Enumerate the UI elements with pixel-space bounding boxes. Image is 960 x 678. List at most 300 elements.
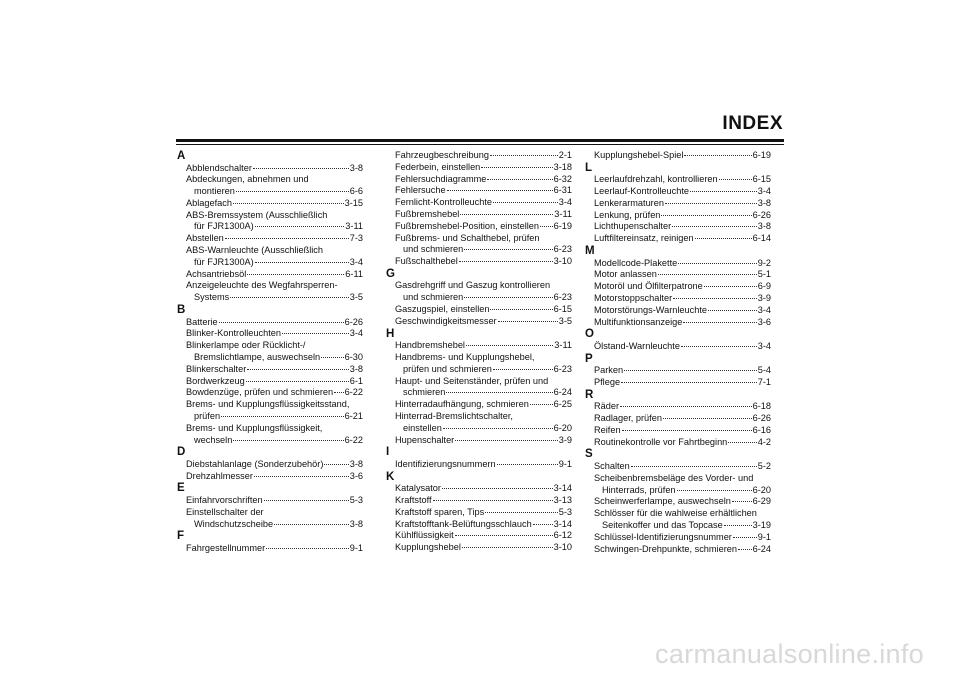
index-entry bbox=[177, 435, 363, 447]
index-entry bbox=[585, 496, 771, 508]
index-entry-page: 6-26 bbox=[344, 316, 363, 327]
dot-leader bbox=[246, 381, 349, 382]
index-entry-page: 3-4 bbox=[349, 256, 363, 267]
dot-leader bbox=[233, 440, 343, 441]
index-entry-text: Haupt- und Seitenständer, prüfen und bbox=[395, 375, 549, 386]
index-entry-label: Räder bbox=[594, 401, 620, 412]
index-entry-label: Motor anlassen bbox=[594, 269, 657, 280]
dot-leader bbox=[498, 321, 558, 322]
dot-leader bbox=[236, 191, 349, 192]
index-entry-label: Bowdenzüge, prüfen und schmieren bbox=[186, 387, 334, 398]
index-entry-label: Seitenkoffer und das Topcase bbox=[602, 519, 723, 530]
index-entry bbox=[386, 483, 572, 495]
index-entry bbox=[177, 257, 363, 269]
dot-leader bbox=[695, 238, 752, 239]
index-entry-page: 3-8 bbox=[757, 221, 771, 232]
header-rule-thick bbox=[176, 139, 784, 142]
index-entry-page: 3-10 bbox=[553, 542, 572, 553]
index-entry bbox=[585, 281, 771, 293]
index-entry-label: Fußschalthebel bbox=[395, 256, 458, 267]
index-entry-label: für FJR1300A) bbox=[194, 221, 254, 232]
dot-leader bbox=[497, 464, 558, 465]
index-entry-page: 9-1 bbox=[757, 531, 771, 542]
index-entry-page: 5-4 bbox=[757, 365, 771, 376]
dot-leader bbox=[663, 418, 752, 419]
index-entry bbox=[585, 401, 771, 413]
index-entry bbox=[585, 532, 771, 544]
index-entry-label: einstellen bbox=[403, 422, 442, 433]
index-entry-label: Drehzahlmesser bbox=[186, 470, 253, 481]
index-entry-page: 3-19 bbox=[752, 519, 771, 530]
index-entry bbox=[386, 221, 572, 233]
dot-leader bbox=[487, 179, 552, 180]
index-entry-page: 2-1 bbox=[558, 150, 572, 160]
index-entry bbox=[386, 519, 572, 531]
index-entry-text: Anzeigeleuchte des Wegfahrsperren- bbox=[186, 280, 338, 291]
index-entry-label: schmieren bbox=[403, 387, 446, 398]
dot-leader bbox=[447, 190, 553, 191]
index-entry-label: Einfahrvorschriften bbox=[186, 494, 263, 505]
index-entry bbox=[386, 435, 572, 447]
index-entry bbox=[386, 387, 572, 399]
index-entry bbox=[585, 317, 771, 329]
index-entry-label: prüfen und schmieren bbox=[403, 363, 492, 374]
index-entry-label: Motorstoppschalter bbox=[594, 292, 673, 303]
index-entry-page: 6-23 bbox=[553, 292, 572, 303]
index-entry-label: Fußbremshebel bbox=[395, 208, 460, 219]
dot-leader bbox=[255, 226, 345, 227]
index-entry bbox=[177, 495, 363, 507]
index-entry bbox=[585, 377, 771, 389]
watermark: carmanualsonline.info bbox=[655, 639, 924, 669]
index-entry-page: 3-4 bbox=[757, 340, 771, 351]
section-letter: G bbox=[386, 267, 395, 280]
dot-leader bbox=[334, 392, 344, 393]
index-entry bbox=[585, 461, 771, 473]
index-entry-page: 6-24 bbox=[553, 387, 572, 398]
index-entry bbox=[386, 507, 572, 519]
index-entry-page: 3-4 bbox=[349, 328, 363, 339]
index-entry bbox=[386, 304, 572, 316]
index-entry-label: Schalten bbox=[594, 460, 630, 471]
dot-leader bbox=[493, 369, 553, 370]
index-entry-page: 6-20 bbox=[752, 484, 771, 495]
index-entry-page: 3-14 bbox=[553, 518, 572, 529]
index-entry-page: 6-20 bbox=[553, 422, 572, 433]
index-entry bbox=[585, 150, 771, 162]
index-entry bbox=[177, 387, 363, 399]
index-entry bbox=[386, 316, 572, 328]
index-entry bbox=[386, 150, 572, 162]
index-entry-page: 3-6 bbox=[757, 316, 771, 327]
index-entry-label: Luftfiltereinsatz, reinigen bbox=[594, 233, 694, 244]
dot-leader bbox=[704, 286, 757, 287]
dot-leader bbox=[490, 155, 558, 156]
index-entry bbox=[386, 423, 572, 435]
dot-leader bbox=[733, 537, 757, 538]
index-entry-label: prüfen bbox=[194, 410, 221, 421]
dot-leader bbox=[728, 442, 756, 443]
index-entry-label: Leerlaufdrehzahl, kontrollieren bbox=[594, 174, 718, 185]
dot-leader bbox=[282, 333, 349, 334]
index-entry bbox=[177, 186, 363, 198]
index-entry-label: Leerlauf-Kontrolleuchte bbox=[594, 186, 689, 197]
dot-leader bbox=[464, 249, 552, 250]
section-letter: M bbox=[585, 245, 595, 258]
index-entry-page: 6-24 bbox=[752, 543, 771, 554]
index-entry bbox=[177, 163, 363, 175]
index-entry bbox=[386, 292, 572, 304]
index-entry bbox=[585, 437, 771, 449]
index-entry-page: 9-2 bbox=[757, 257, 771, 268]
index-entry bbox=[585, 258, 771, 270]
dot-leader bbox=[460, 214, 553, 215]
index-entry-label: Fernlicht-Kontrolleuchte bbox=[395, 197, 493, 208]
dot-leader bbox=[255, 262, 349, 263]
page-title: INDEX bbox=[722, 113, 783, 134]
index-entry-page: 6-18 bbox=[752, 401, 771, 412]
index-entry-label: Hupenschalter bbox=[395, 434, 455, 445]
dot-leader bbox=[466, 345, 553, 346]
index-entry-label: Systems bbox=[194, 292, 230, 303]
index-entry bbox=[585, 233, 771, 245]
index-entry-page: 6-32 bbox=[553, 173, 572, 184]
dot-leader bbox=[530, 404, 553, 405]
dot-leader bbox=[253, 168, 349, 169]
index-entry-label: Achsantriebsöl bbox=[186, 268, 247, 279]
index-entry bbox=[585, 520, 771, 532]
index-entry-label: Fehlersuche bbox=[395, 185, 446, 196]
index-entry-page: 6-25 bbox=[553, 399, 572, 410]
index-entry-page: 3-14 bbox=[553, 483, 572, 494]
section-letter: E bbox=[177, 482, 185, 495]
index-entry-label: Handbremshebel bbox=[395, 340, 465, 351]
index-entry-label: für FJR1300A) bbox=[194, 256, 254, 267]
index-entry bbox=[585, 341, 771, 353]
dot-leader bbox=[658, 274, 757, 275]
index-entry-page: 6-26 bbox=[752, 209, 771, 220]
index-entry-label: Lichthupenschalter bbox=[594, 221, 672, 232]
dot-leader bbox=[732, 501, 752, 502]
index-entry bbox=[177, 269, 363, 281]
index-entry-page: 6-19 bbox=[553, 220, 572, 231]
section-letter: D bbox=[177, 446, 186, 459]
dot-leader bbox=[221, 416, 344, 417]
dot-leader bbox=[233, 203, 344, 204]
index-entry-page: 5-3 bbox=[558, 506, 572, 517]
index-entry-page: 6-21 bbox=[344, 410, 363, 421]
index-entry-page: 3-9 bbox=[558, 434, 572, 445]
index-entry-label: montieren bbox=[194, 186, 235, 197]
index-entry-label: Fußbremshebel-Position, einstellen bbox=[395, 220, 540, 231]
index-entry-label: Blinker-Kontrolleuchten bbox=[186, 328, 281, 339]
index-column-3 bbox=[585, 150, 771, 555]
index-entry-page: 5-1 bbox=[757, 269, 771, 280]
index-entry bbox=[386, 530, 572, 542]
index-entry bbox=[386, 495, 572, 507]
index-entry bbox=[386, 244, 572, 256]
index-entry-label: wechseln bbox=[194, 434, 233, 445]
index-entry bbox=[177, 471, 363, 483]
index-entry bbox=[386, 185, 572, 197]
section-letter: O bbox=[585, 328, 594, 341]
index-entry-page: 3-6 bbox=[349, 470, 363, 481]
index-entry-page: 6-9 bbox=[757, 281, 771, 292]
index-entry-page: 6-30 bbox=[344, 351, 363, 362]
index-entry bbox=[177, 352, 363, 364]
index-column-2 bbox=[386, 150, 572, 554]
index-entry-page: 6-14 bbox=[752, 233, 771, 244]
index-entry-label: Multifunktionsanzeige bbox=[594, 316, 683, 327]
index-entry bbox=[386, 256, 572, 268]
dot-leader bbox=[724, 525, 752, 526]
section-letter: H bbox=[386, 327, 395, 340]
dot-leader bbox=[464, 297, 552, 298]
index-entry-label: Kupplungshebel-Spiel bbox=[594, 150, 684, 160]
index-entry bbox=[177, 198, 363, 210]
index-entry-page: 3-4 bbox=[757, 304, 771, 315]
index-entry-page: 7-3 bbox=[349, 233, 363, 244]
section-letter: B bbox=[177, 304, 186, 317]
index-entry-text: Abdeckungen, abnehmen und bbox=[186, 174, 309, 185]
index-entry-label: Scheinwerferlampe, auswechseln bbox=[594, 496, 731, 507]
dot-leader bbox=[690, 191, 757, 192]
dot-leader bbox=[631, 466, 757, 467]
dot-leader bbox=[219, 322, 344, 323]
index-entry-label: Motorstörungs-Warnleuchte bbox=[594, 304, 708, 315]
dot-leader bbox=[264, 500, 349, 501]
index-entry bbox=[585, 186, 771, 198]
index-entry-page: 6-1 bbox=[349, 375, 363, 386]
dot-leader bbox=[254, 476, 349, 477]
dot-leader bbox=[324, 464, 348, 465]
dot-leader bbox=[247, 274, 344, 275]
index-entry-page: 3-8 bbox=[349, 162, 363, 173]
index-entry bbox=[585, 174, 771, 186]
index-entry bbox=[177, 376, 363, 388]
index-entry-label: Kraftstoff bbox=[395, 494, 432, 505]
index-entry-page: 6-11 bbox=[345, 268, 363, 279]
index-entry bbox=[177, 292, 363, 304]
index-entry-text: Fußbrems- und Schalthebel, prüfen bbox=[395, 232, 540, 243]
index-entry-page: 6-26 bbox=[752, 413, 771, 424]
dot-leader bbox=[683, 322, 756, 323]
dot-leader bbox=[433, 500, 553, 501]
index-entry-label: Reifen bbox=[594, 424, 621, 435]
index-entry-label: Abstellen bbox=[186, 233, 224, 244]
index-entry bbox=[386, 399, 572, 411]
header-rule-thin bbox=[176, 144, 784, 145]
index-entry-page: 6-23 bbox=[553, 363, 572, 374]
dot-leader bbox=[708, 310, 757, 311]
dot-leader bbox=[490, 309, 552, 310]
dot-leader bbox=[225, 238, 349, 239]
dot-leader bbox=[620, 406, 752, 407]
index-entry-page: 5-3 bbox=[349, 494, 363, 505]
section-letter: F bbox=[177, 530, 185, 543]
index-entry-page: 6-22 bbox=[344, 434, 363, 445]
section-letter: S bbox=[585, 448, 593, 461]
index-entry-page: 3-11 bbox=[554, 340, 572, 351]
index-entry bbox=[585, 305, 771, 317]
index-entry-label: Geschwindigkeitsmesser bbox=[395, 315, 497, 326]
index-entry bbox=[177, 543, 363, 555]
index-entry bbox=[585, 425, 771, 437]
index-entry bbox=[177, 411, 363, 423]
index-entry-text: Einstellschalter der bbox=[186, 506, 264, 517]
dot-leader bbox=[446, 392, 552, 393]
index-entry-text: Brems- und Kupplungsflüssigkeitsstand, bbox=[186, 399, 350, 410]
index-entry bbox=[386, 459, 572, 471]
index-entry-page: 3-8 bbox=[349, 363, 363, 374]
dot-leader bbox=[455, 440, 557, 441]
section-letter: L bbox=[585, 161, 593, 174]
index-entry-label: und schmieren bbox=[403, 244, 464, 255]
dot-leader bbox=[443, 428, 553, 429]
index-entry-page: 6-29 bbox=[752, 496, 771, 507]
index-entry-page: 6-12 bbox=[553, 530, 572, 541]
dot-leader bbox=[247, 369, 348, 370]
dot-leader bbox=[274, 524, 349, 525]
index-entry-label: Diebstahlanlage (Sonderzubehör) bbox=[186, 458, 324, 469]
index-entry-label: Gaszugspiel, einstellen bbox=[395, 304, 490, 315]
section-letter: R bbox=[585, 388, 594, 401]
index-entry-page: 3-4 bbox=[757, 186, 771, 197]
index-entry-label: Lenkung, prüfen bbox=[594, 209, 661, 220]
index-entry-page: 3-4 bbox=[558, 197, 572, 208]
index-entry-label: Fahrzeugbeschreibung bbox=[395, 150, 489, 160]
index-entry bbox=[177, 221, 363, 233]
index-entry-label: Ölstand-Warnleuchte bbox=[594, 340, 680, 351]
dot-leader bbox=[493, 202, 558, 203]
index-entry-label: Identifizierungsnummern bbox=[395, 458, 496, 469]
dot-leader bbox=[622, 430, 752, 431]
index-entry-text: ABS-Bremssystem (Ausschließlich bbox=[186, 209, 328, 220]
index-entry-label: Abblendschalter bbox=[186, 162, 252, 173]
index-entry bbox=[177, 519, 363, 531]
index-entry-label: Parken bbox=[594, 365, 624, 376]
index-entry-page: 3-8 bbox=[349, 458, 363, 469]
dot-leader bbox=[533, 524, 553, 525]
dot-leader bbox=[677, 490, 752, 491]
index-entry-label: Fehlersuchdiagramme bbox=[395, 173, 487, 184]
dot-leader bbox=[719, 179, 752, 180]
index-entry bbox=[177, 459, 363, 471]
index-entry bbox=[386, 364, 572, 376]
index-entry-label: Batterie bbox=[186, 316, 218, 327]
dot-leader bbox=[321, 357, 343, 358]
index-entry-text: Hinterrad-Bremslichtschalter, bbox=[395, 410, 513, 421]
index-entry bbox=[177, 328, 363, 340]
index-entry bbox=[585, 210, 771, 222]
dot-leader bbox=[624, 370, 757, 371]
index-entry bbox=[585, 198, 771, 210]
index-entry bbox=[585, 413, 771, 425]
index-entry-label: und schmieren bbox=[403, 292, 464, 303]
index-entry-page: 6-15 bbox=[752, 174, 771, 185]
index-entry bbox=[585, 221, 771, 233]
index-entry bbox=[386, 174, 572, 186]
dot-leader bbox=[681, 346, 757, 347]
index-entry bbox=[585, 485, 771, 497]
index-entry-text: Brems- und Kupplungsflüssigkeit, bbox=[186, 422, 323, 433]
dot-leader bbox=[462, 547, 553, 548]
index-entry-page: 3-8 bbox=[349, 518, 363, 529]
dot-leader bbox=[459, 261, 553, 262]
index-entry-page: 3-9 bbox=[757, 292, 771, 303]
index-entry-text: Scheibenbremsbeläge des Vorder- und bbox=[594, 472, 754, 483]
index-entry-label: Blinkerschalter bbox=[186, 363, 247, 374]
index-entry-label: Hinterradaufhängung, schmieren bbox=[395, 399, 529, 410]
index-entry bbox=[386, 197, 572, 209]
index-entry bbox=[177, 364, 363, 376]
index-entry-page: 9-1 bbox=[349, 542, 363, 553]
index-entry-page: 3-13 bbox=[553, 494, 572, 505]
index-entry-text: Blinkerlampe oder Rücklicht-/ bbox=[186, 340, 306, 351]
dot-leader bbox=[738, 549, 752, 550]
index-entry-label: Federbein, einstellen bbox=[395, 161, 481, 172]
index-entry-label: Radlager, prüfen bbox=[594, 413, 662, 424]
index-entry-text: ABS-Warnleuchte (Ausschließlich bbox=[186, 245, 324, 256]
index-entry-label: Katalysator bbox=[395, 483, 441, 494]
index-entry bbox=[386, 542, 572, 554]
dot-leader bbox=[673, 298, 757, 299]
index-entry-page: 3-11 bbox=[554, 208, 572, 219]
index-entry-page: 6-15 bbox=[553, 304, 572, 315]
index-entry-page: 3-10 bbox=[553, 256, 572, 267]
index-entry-page: 5-2 bbox=[757, 460, 771, 471]
dot-leader bbox=[678, 263, 756, 264]
index-entry-label: Hinterrads, prüfen bbox=[602, 484, 676, 495]
dot-leader bbox=[684, 155, 751, 156]
index-entry-label: Kraftstoff sparen, Tips bbox=[395, 506, 485, 517]
dot-leader bbox=[442, 488, 553, 489]
index-entry bbox=[177, 233, 363, 245]
index-entry-page: 6-19 bbox=[752, 150, 771, 160]
index-entry-page: 3-5 bbox=[349, 292, 363, 303]
index-entry-label: Kraftstofftank-Belüftungsschlauch bbox=[395, 518, 532, 529]
index-entry-page: 3-11 bbox=[345, 221, 363, 232]
index-entry-page: 3-8 bbox=[757, 197, 771, 208]
section-letter: K bbox=[386, 470, 395, 483]
index-entry-label: Lenkerarmaturen bbox=[594, 197, 664, 208]
dot-leader bbox=[621, 382, 757, 383]
dot-leader bbox=[266, 548, 349, 549]
index-entry-page: 6-6 bbox=[349, 186, 363, 197]
index-column-1 bbox=[177, 150, 363, 555]
section-letter: A bbox=[177, 150, 186, 162]
index-entry-label: Schwingen-Drehpunkte, schmieren bbox=[594, 543, 737, 554]
index-entry bbox=[386, 209, 572, 221]
index-entry-label: Modellcode-Plakette bbox=[594, 257, 678, 268]
index-entry-label: Bordwerkzeug bbox=[186, 375, 245, 386]
index-entry bbox=[386, 340, 572, 352]
index-entry-label: Kühlflüssigkeit bbox=[395, 530, 454, 541]
dot-leader bbox=[481, 167, 552, 168]
index-entry-label: Routinekontrolle vor Fahrtbeginn bbox=[594, 436, 728, 447]
index-entry-text: Handbrems- und Kupplungshebel, bbox=[395, 351, 535, 362]
dot-leader bbox=[665, 203, 757, 204]
index-entry-label: Kupplungshebel bbox=[395, 542, 461, 553]
index-entry-page: 6-31 bbox=[553, 185, 572, 196]
index-entry-page: 6-22 bbox=[344, 387, 363, 398]
index-entry-text: Gasdrehgriff und Gaszug kontrollieren bbox=[395, 280, 551, 291]
index-entry-page: 6-16 bbox=[752, 424, 771, 435]
index-entry bbox=[585, 544, 771, 556]
dot-leader bbox=[540, 226, 553, 227]
index-entry-page: 9-1 bbox=[558, 458, 572, 469]
index-entry bbox=[585, 293, 771, 305]
